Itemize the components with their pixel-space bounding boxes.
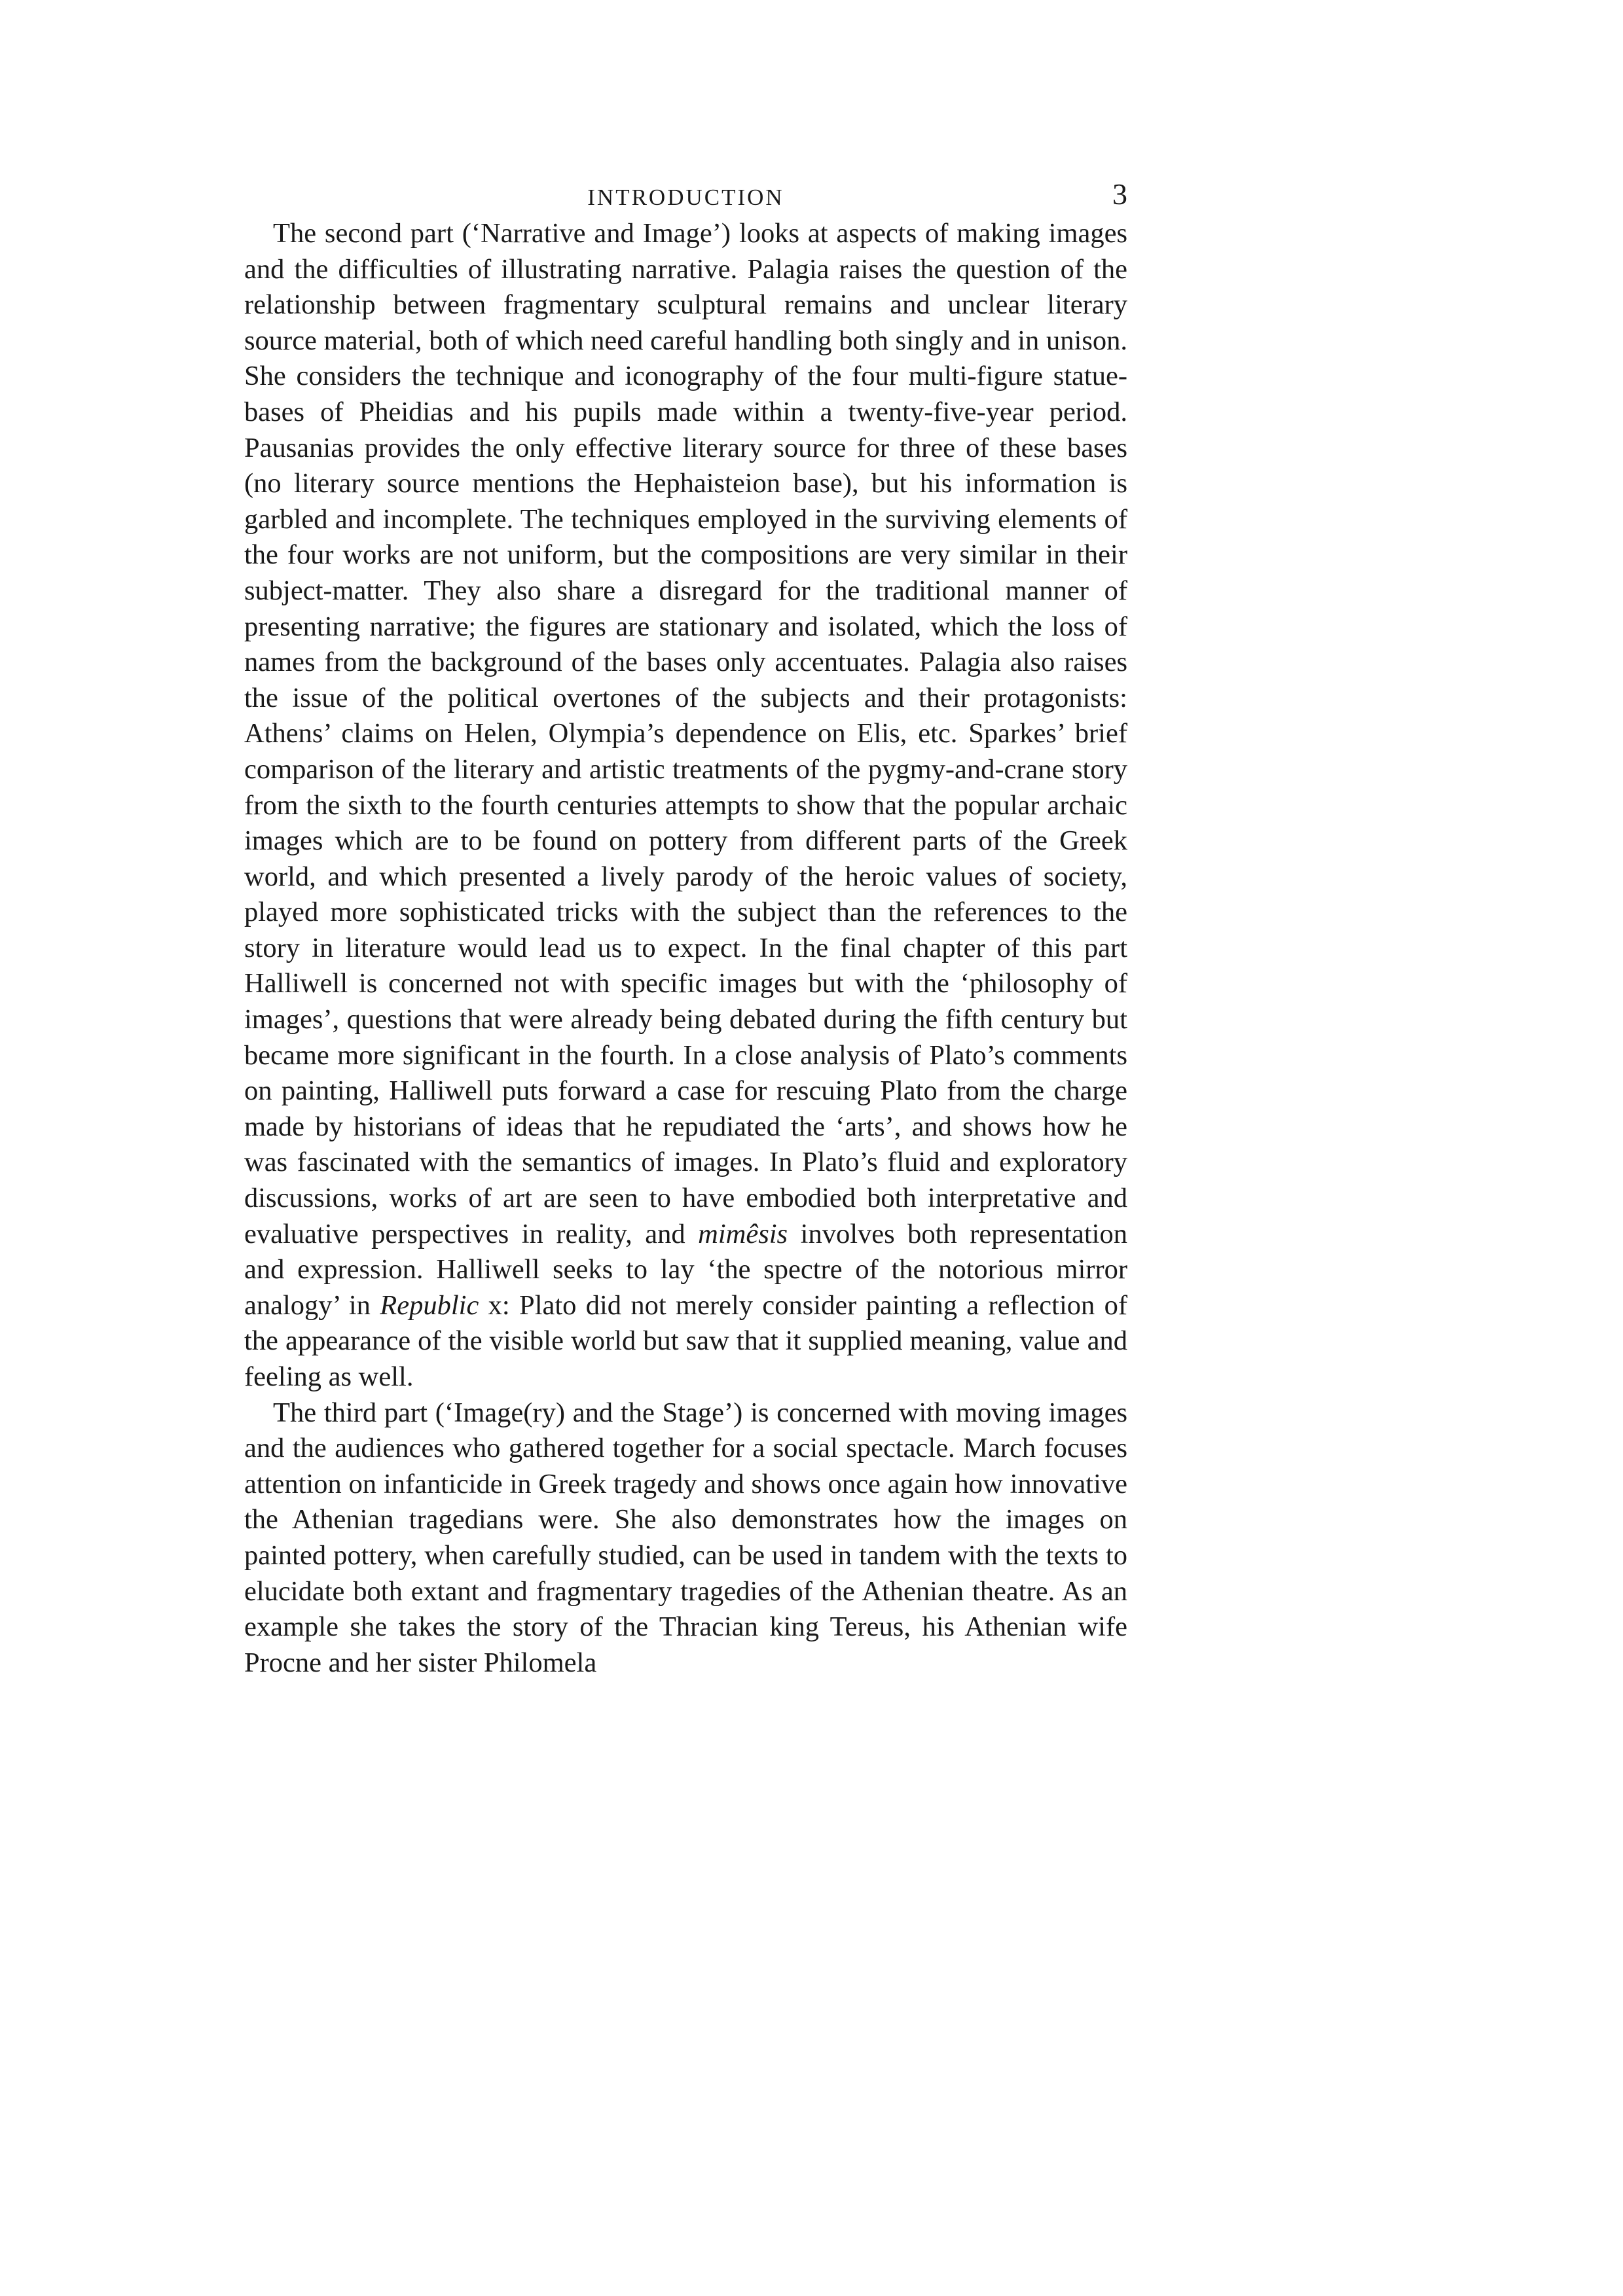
page-number: 3 (1112, 177, 1127, 211)
running-head (244, 177, 1127, 216)
body-text (244, 216, 1127, 1681)
italic-term-mimesis: mimêsis (698, 1218, 788, 1249)
book-page (244, 177, 1127, 1681)
running-title: INTRODUCTION (587, 185, 784, 210)
italic-title-republic: Republic (380, 1289, 479, 1321)
paragraph-image-and-stage: The third part (‘Image(ry) and the Stage’) is concerned with moving images and the audiences who gathered together for a social spectacle. March focuses attention on infanticide in Greek tragedy and shows once again how innovative the Athenian tragedians were. She also demonstrates how the images on painted pottery, when carefully studied, can be used in tandem with the texts to elucidate both extant and fragmentary tragedies of the Athenian theatre. As an example she takes the story of the Thracian king Tereus, his Athenian wife Procne and her sister Philomela (244, 1397, 1127, 1678)
paragraph-text: x: Plato did not merely consider painting a reflection of the appearance of the visible world but saw that it supplied meaning, value and feeling as well. (244, 1289, 1128, 1392)
paragraph-text: The second part (‘Narrative and Image’) looks at aspects of making images and the difficulties of illustrating narrative. Palagia raises the question of the relationship between fragmentary sculptural remains and unclear literary source material, both of which need careful handling both singly and in unison. She considers the technique and iconography of the four multi-figure statue-bases of Pheidias and his pupils made within a twenty-five-year period. Pausanias provides the only effective literary source for three of these bases (no literary source mentions the Hephaisteion base), but his information is garbled and incomplete. The techniques employed in the surviving elements of the four works are not uniform, but the compositions are very similar in their subject-matter. They also share a disregard for the traditional manner of presenting narrative; the figures are stationary and isolated, which the loss of names from the background of the bases only accentuates. Palagia also raises the issue of the political overtones of the subjects and their protagonists: Athens’ claims on Helen, Olympia’s dependence on Elis, etc. Sparkes’ brief comparison of the literary and artistic treatments of the pygmy-and-crane story from the sixth to the fourth centuries attempts to show that the popular archaic images which are to be found on pottery from different parts of the Greek world, and which presented a lively parody of the heroic values of society, played more sophisticated tricks with the subject than the references to the story in literature would lead us to expect. In the final chapter of this part Halliwell is concerned not with specific images but with the ‘philosophy of images’, questions that were already being debated during the fifth century but became more significant in the fourth. In a close analysis of Plato’s comments on painting, Halliwell puts forward a case for rescuing Plato from the charge made by historians of ideas that he repudiated the ‘arts’, and shows how he was fascinated with the semantics of images. In Plato’s fluid and exploratory discussions, works of art are seen to have embodied both interpretative and evaluative perspectives in reality, and (244, 218, 1127, 1249)
paragraph-text: involves both representation and expression. Halliwell seeks to lay ‘the spectre of the notorious mirror analogy’ in (244, 1218, 1127, 1321)
paragraph-narrative-and-image (244, 216, 1127, 1395)
